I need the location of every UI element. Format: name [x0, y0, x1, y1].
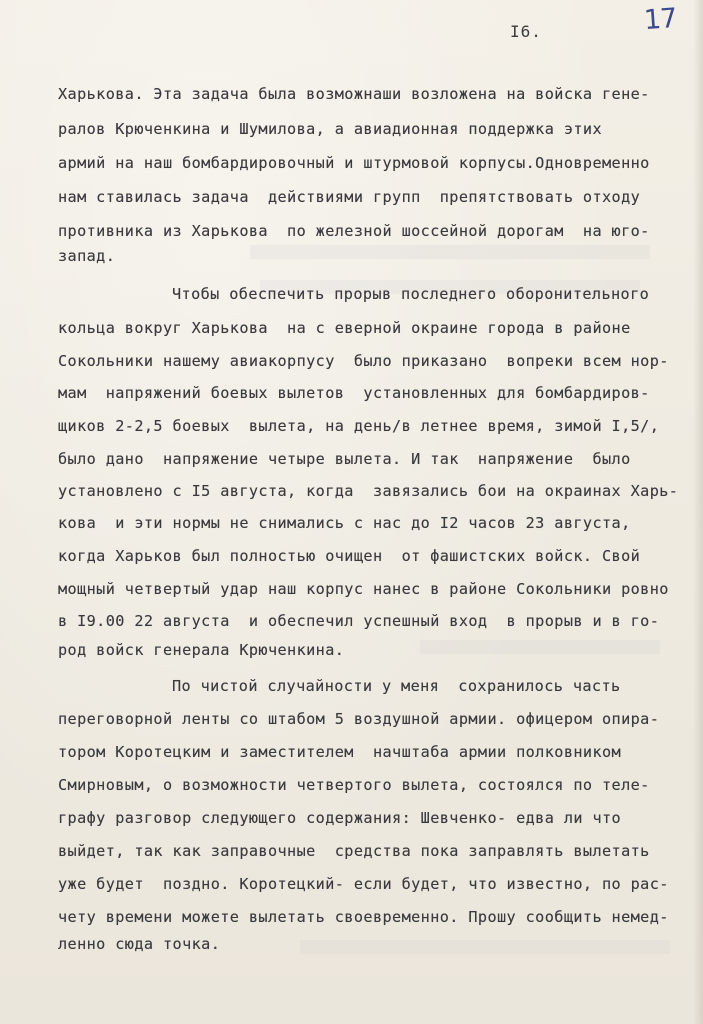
- text-line: мощный четвертый удар наш корпус нанес в районе Сокольники ровно: [58, 580, 669, 598]
- text-line: нам ставилась задача действиями групп препятствовать отходу: [58, 188, 641, 206]
- text-line: По чистой случайности у меня сохранилось часть: [172, 677, 621, 695]
- text-line: Сокольники нашему авиакорпусу было приказано вопреки всем нор-: [58, 352, 669, 370]
- text-line: кова и эти нормы не снимались с нас до I2 часов 23 августа,: [58, 514, 631, 532]
- handwritten-page-number: 17: [642, 2, 678, 37]
- text-line: было дано напряжение четыре вылета. И так напряжение было: [58, 450, 631, 468]
- text-line: запад.: [58, 247, 116, 265]
- text-line: уже будет поздно. Коротецкий- если будет, что известно, по рас-: [58, 875, 669, 893]
- text-line: ралов Крюченкина и Шумилова, а авиадионная поддержка этих: [58, 120, 602, 138]
- text-line: тором Коротецким и заместителем начштаба армии полковником: [58, 743, 622, 761]
- text-line: род войск генерала Крюченкина.: [58, 641, 345, 659]
- text-line: Харькова. Эта задача была возможнаши возложена на войска гене-: [58, 85, 650, 103]
- text-line: противника из Харькова по железной шоссейной дорогам на юго-: [58, 222, 650, 240]
- text-line: мам напряжений боевых вылетов установленных для бомбардиров-: [58, 384, 650, 402]
- text-line: установлено с I5 августа, когда завязались бои на окраинах Харь-: [58, 482, 679, 500]
- bleed-through-mark: [420, 640, 660, 654]
- text-line: Смирновым, о возможности четвертого вылета, состоялся по теле-: [58, 776, 650, 794]
- text-line: переговорной ленты со штабом 5 воздушной армии. офицером опира-: [58, 710, 660, 728]
- bleed-through-mark: [300, 940, 670, 954]
- text-line: щиков 2-2,5 боевых вылета, на день/в летнее время, зимой I,5/,: [58, 417, 660, 435]
- text-line: чету времени можете вылетать своевременно. Прошу сообщить немед-: [58, 908, 669, 926]
- text-line: графу разговор следующего содержания: Шевченко- едва ли что: [58, 809, 622, 827]
- text-line: армий на наш бомбардировочный и штурмовой корпусы.Одновременно: [58, 154, 650, 172]
- text-line: выйдет, так как заправочные средства пока заправлять вылетать: [58, 842, 650, 860]
- text-line: ленно сюда точка.: [58, 935, 221, 953]
- text-line: Чтобы обеспечить прорыв последнего оборонительного: [172, 285, 650, 303]
- page-number: I6.: [510, 22, 542, 41]
- text-line: когда Харьков был полностью очищен от фашистских войск. Свой: [58, 547, 641, 565]
- page-edge-shadow: [693, 0, 703, 1024]
- text-line: кольца вокруг Харькова на с еверной окраине города в районе: [58, 319, 631, 337]
- text-line: в I9.00 22 августа и обеспечил успешный вход в прорыв и в го-: [58, 612, 660, 630]
- bleed-through-mark: [250, 245, 650, 259]
